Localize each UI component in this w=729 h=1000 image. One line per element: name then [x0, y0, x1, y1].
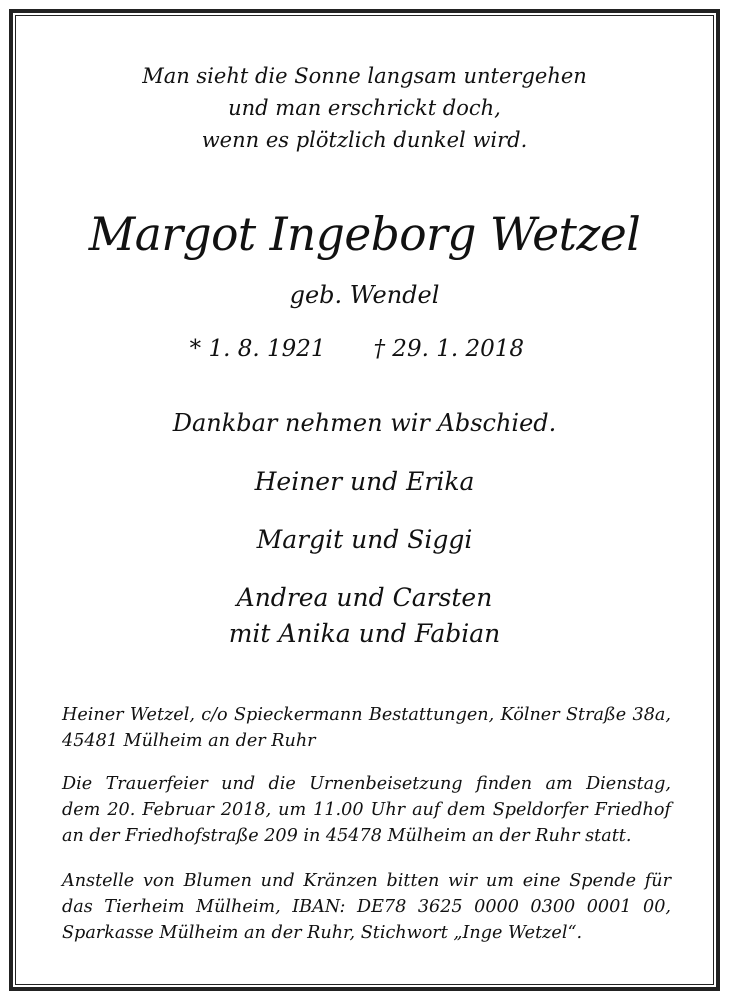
donation-notice: [62, 868, 671, 946]
deceased-name: Margot Ingeborg Wetzel: [88, 208, 641, 261]
life-dates: [0, 332, 729, 366]
donation-line: Anstelle von Blumen und Kränzen bitten wir um eine Spende für: [62, 871, 671, 891]
ceremony-line: Die Trauerfeier und die Urnenbeisetzung finden am Dienstag,: [62, 774, 671, 794]
contact-address: [62, 702, 671, 754]
address-line: Heiner Wetzel, c/o Spieckermann Bestattungen, Kölner Straße 38a,: [62, 705, 671, 725]
poem-line: wenn es plötzlich dunkel wird.: [201, 128, 528, 152]
farewell-text: Dankbar nehmen wir Abschied.: [172, 409, 557, 437]
family-line: Andrea und Carsten: [236, 583, 493, 612]
donation-line: Sparkasse Mülheim an der Ruhr, Stichwort „Inge Wetzel“.: [62, 923, 583, 943]
family-line: mit Anika und Fabian: [228, 619, 501, 648]
family-line: Margit und Siggi: [256, 525, 473, 554]
poem: [0, 60, 729, 156]
donation-line: das Tierheim Mülheim, IBAN: DE78 3625 0000 0300 0001 00,: [62, 897, 671, 917]
poem-line: und man erschrickt doch,: [228, 96, 501, 120]
family-list: [0, 464, 729, 652]
address-line: 45481 Mülheim an der Ruhr: [62, 731, 316, 751]
poem-line: Man sieht die Sonne langsam untergehen: [142, 64, 587, 88]
family-line: Heiner und Erika: [254, 467, 475, 496]
ceremony-line: an der Friedhofstraße 209 in 45478 Mülheim an der Ruhr statt.: [62, 826, 632, 846]
ceremony-line: dem 20. Februar 2018, um 11.00 Uhr auf dem Speldorfer Friedhof: [62, 800, 671, 820]
ceremony-notice: [62, 771, 671, 849]
maiden-name: geb. Wendel: [289, 281, 440, 309]
death-date: † 29. 1. 2018: [373, 336, 524, 362]
birth-date: * 1. 8. 1921: [189, 336, 326, 362]
